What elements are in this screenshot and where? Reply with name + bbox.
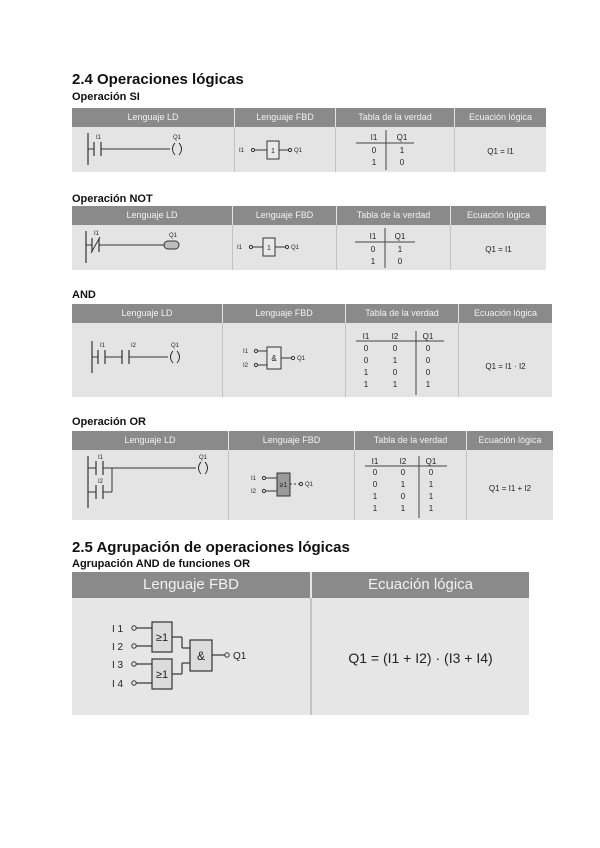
equation-not: Q1 = I1 [485,245,512,254]
header-eq: Ecuación lógica [312,572,529,598]
fbd-diagram-not [233,225,336,270]
truth-and-cell: 1 [392,356,398,365]
header-ld: Lenguaje LD [72,304,222,323]
ld-and-output-label: Q1 [171,343,180,349]
truth-or-cell: 0 [372,468,378,477]
heading-op-si: Operación SI [72,91,140,103]
header-eq: Ecuación lógica [451,206,546,225]
ld-not-output-label: Q1 [169,233,178,239]
fbd-not-output-label: Q1 [291,245,300,251]
ld-not-input-label: I1 [94,231,100,237]
fbd-and-gate-label: & [271,354,277,363]
truth-and-cell: 1 [363,380,369,389]
truth-or-header-2: Q1 [425,457,437,466]
truth-and-cell: 0 [363,356,369,365]
ld-and-input1-label: I1 [100,343,106,349]
truth-or-cell: 1 [428,480,434,489]
header-eq: Ecuación lógica [467,431,553,450]
heading-op-and: AND [72,289,96,301]
header-eq: Ecuación lógica [459,304,552,323]
truth-not-cell: 0 [397,257,403,266]
truth-si-cell: 0 [399,158,405,167]
fbd-or-gate-label: ≥1 [279,482,288,489]
truth-and-cell: 1 [363,368,369,377]
ld-diagram-si [72,127,234,172]
header-fbd: Lenguaje FBD [72,572,310,598]
truth-si-cell: 1 [371,158,377,167]
fbd-or-output-label: Q1 [305,482,314,488]
fbd-si-gate-label: 1 [271,148,275,155]
fbd-si-output-label: Q1 [294,148,303,154]
fbd-group-input2-label: I 2 [112,642,124,653]
heading-op-or: Operación OR [72,416,146,428]
truth-and-cell: 0 [392,368,398,377]
header-fbd: Lenguaje FBD [235,108,335,127]
fbd-group-or-gate-2-label: ≥1 [155,669,169,681]
fbd-group-output-label: Q1 [233,651,247,662]
header-truth: Tabla de la verdad [346,304,458,323]
header-fbd: Lenguaje FBD [229,431,354,450]
ld-or-input2-label: I2 [98,479,104,485]
truth-or-cell: 0 [400,468,406,477]
truth-not-header-0: I1 [369,232,377,241]
ld-and-input2-label: I2 [131,343,137,349]
table-op-si [72,108,546,172]
section-heading-2-5: 2.5 Agrupación de operaciones lógicas [72,539,350,556]
fbd-diagram-or [229,450,354,520]
table-op-not [72,206,546,270]
truth-and-cell: 0 [425,368,431,377]
truth-si-header-1: Q1 [396,133,408,142]
truth-and-cell: 1 [425,380,431,389]
truth-or-cell: 1 [428,492,434,501]
fbd-diagram-group [72,598,310,715]
fbd-and-input2-label: I2 [243,363,249,369]
ld-si-input-label: I1 [96,135,102,141]
equation-and: Q1 = I1 · I2 [485,362,526,371]
ld-diagram-not [72,225,232,270]
fbd-not-input-label: I1 [237,245,243,251]
truth-or-cell: 1 [428,504,434,513]
header-truth: Tabla de la verdad [355,431,466,450]
heading-op-not: Operación NOT [72,193,153,205]
fbd-diagram-si [235,127,335,172]
truth-not-header-1: Q1 [394,232,406,241]
ld-or-input1-label: I1 [98,455,104,461]
truth-si-header-0: I1 [370,133,378,142]
truth-and-header-0: I1 [362,332,370,341]
fbd-and-input1-label: I1 [243,349,249,355]
fbd-group-input3-label: I 3 [112,660,124,671]
truth-or-cell: 1 [372,492,378,501]
truth-or-cell: 0 [428,468,434,477]
fbd-group-input1-label: I 1 [112,624,124,635]
heading-op-group: Agrupación AND de funciones OR [72,558,251,570]
header-ld: Lenguaje LD [72,431,228,450]
fbd-not-gate-label: 1 [267,245,271,252]
truth-or-header-0: I1 [371,457,379,466]
truth-not-cell: 1 [397,245,403,254]
ld-diagram-and [72,323,222,397]
header-truth: Tabla de la verdad [336,108,454,127]
truth-and-cell: 1 [392,380,398,389]
truth-and-cell: 0 [363,344,369,353]
fbd-group-input4-label: I 4 [112,679,124,690]
truth-and-header-2: Q1 [422,332,434,341]
fbd-or-input2-label: I2 [251,489,257,495]
fbd-diagram-and [223,323,345,397]
truth-or-cell: 1 [400,480,406,489]
header-eq: Ecuación lógica [455,108,546,127]
equation-si: Q1 = I1 [487,147,514,156]
truth-and-cell: 0 [425,356,431,365]
table-op-or [72,431,553,520]
truth-si-cell: 0 [371,146,377,155]
truth-or-cell: 0 [400,492,406,501]
fbd-group-or-gate-1-label: ≥1 [155,632,169,644]
table-op-group [72,572,529,715]
truth-si-cell: 1 [399,146,405,155]
header-ld: Lenguaje LD [72,206,232,225]
truth-and-cell: 0 [392,344,398,353]
header-truth: Tabla de la verdad [337,206,450,225]
fbd-and-output-label: Q1 [297,356,306,362]
fbd-group-and-gate-label: & [196,649,206,663]
header-fbd: Lenguaje FBD [223,304,345,323]
header-ld: Lenguaje LD [72,108,234,127]
section-heading-2-4: 2.4 Operaciones lógicas [72,71,244,88]
fbd-or-input1-label: I1 [251,476,257,482]
truth-not-cell: 0 [370,245,376,254]
truth-or-cell: 1 [372,504,378,513]
truth-not-cell: 1 [370,257,376,266]
truth-and-header-1: I2 [391,332,399,341]
table-op-and [72,304,552,397]
truth-or-cell: 1 [400,504,406,513]
truth-or-header-1: I2 [399,457,407,466]
truth-and-cell: 0 [425,344,431,353]
fbd-si-input-label: I1 [239,148,245,154]
equation-group: Q1 = (I1 + I2) · (I3 + I4) [348,650,493,666]
ld-si-output-label: Q1 [173,135,182,141]
ld-or-output-label: Q1 [199,455,208,461]
equation-or: Q1 = I1 + I2 [488,484,532,493]
header-fbd: Lenguaje FBD [233,206,336,225]
truth-or-cell: 0 [372,480,378,489]
ld-diagram-or [72,450,228,520]
